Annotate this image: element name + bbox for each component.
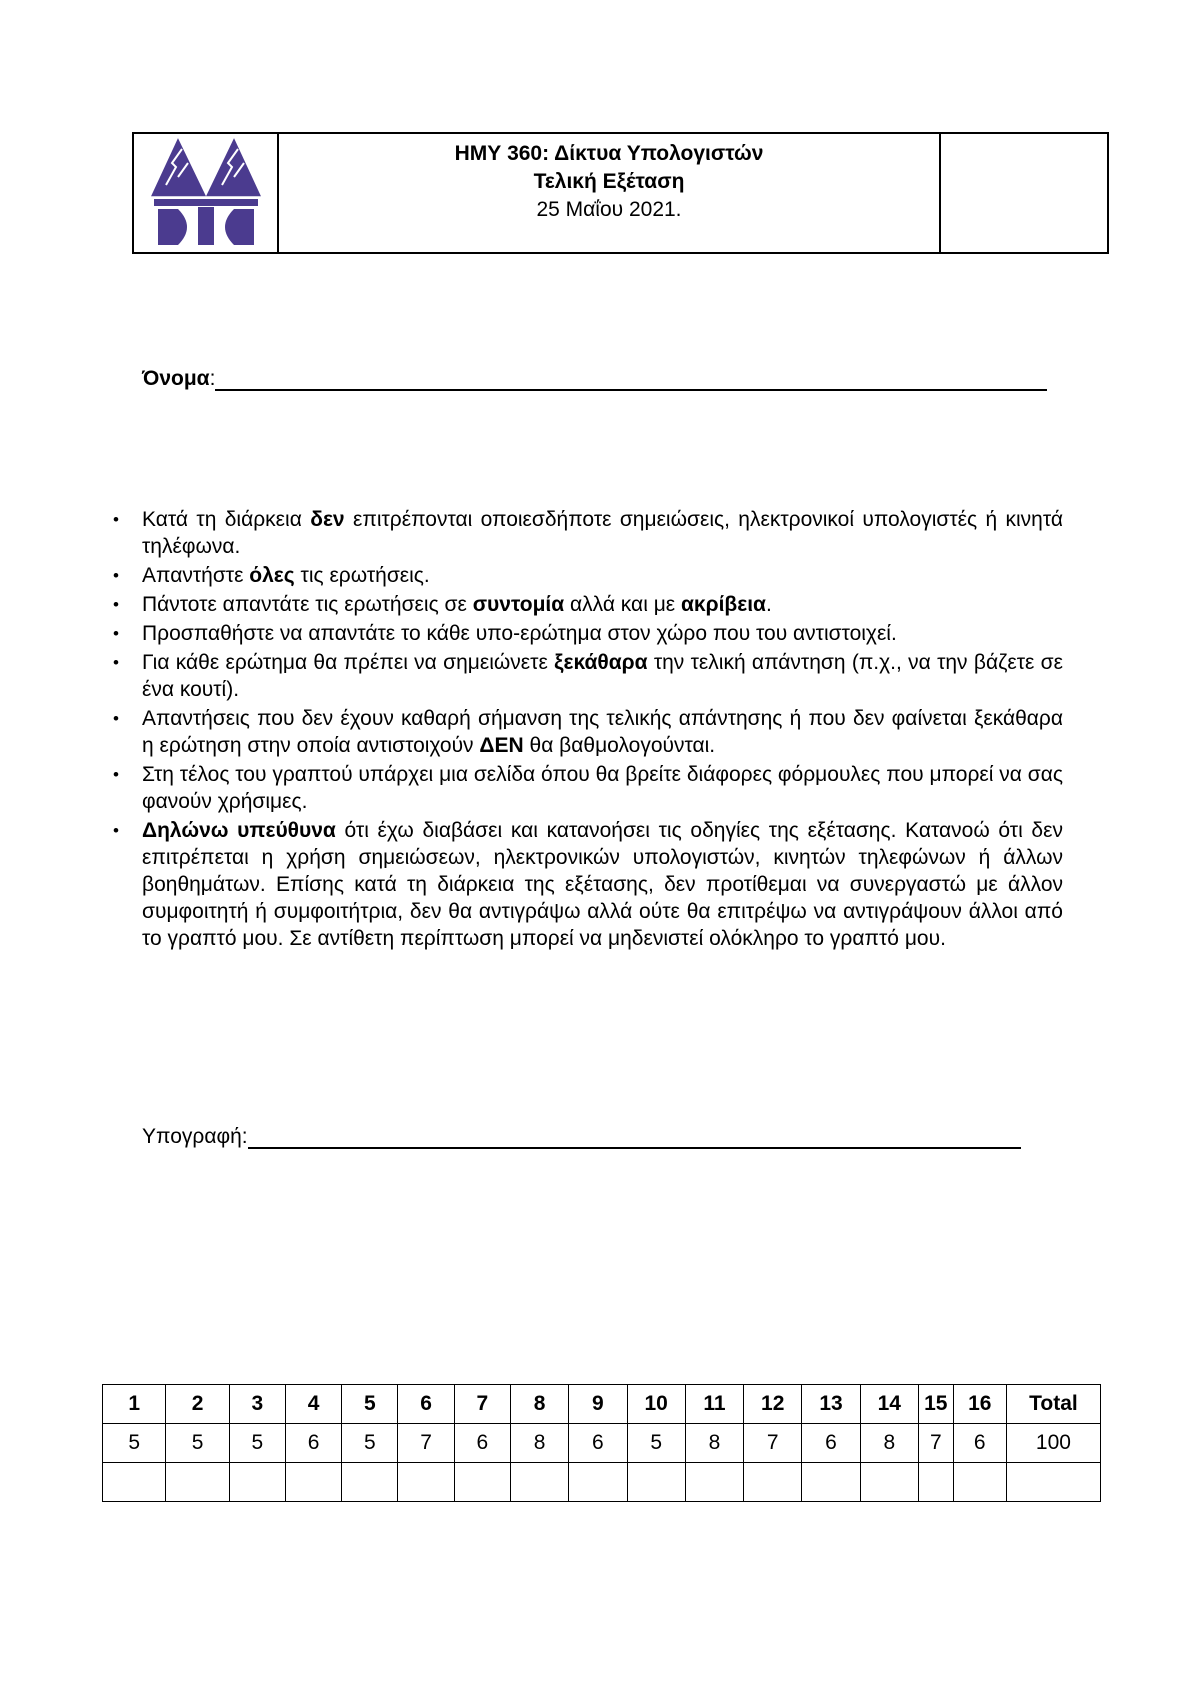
question-number-cell: 11 bbox=[685, 1385, 743, 1424]
question-number-cell: 14 bbox=[860, 1385, 918, 1424]
score-entry-cell[interactable] bbox=[103, 1463, 166, 1502]
instruction-item bbox=[113, 506, 1063, 560]
instruction-text: συντομία bbox=[472, 593, 565, 616]
instructions-list bbox=[113, 506, 1063, 954]
instruction-item bbox=[113, 817, 1063, 952]
question-number-cell: 6 bbox=[398, 1385, 454, 1424]
points-cell: 6 bbox=[802, 1424, 860, 1463]
instruction-item bbox=[113, 649, 1063, 703]
instruction-text: . bbox=[765, 593, 772, 616]
question-number-cell: Total bbox=[1006, 1385, 1100, 1424]
question-number-cell: 8 bbox=[510, 1385, 568, 1424]
question-number-cell: 2 bbox=[166, 1385, 229, 1424]
logo-cell bbox=[134, 134, 279, 252]
instruction-text: αλλά και με bbox=[564, 593, 681, 616]
instruction-text: την τελική απάντηση (π.χ., να την βάζετε σε ένα κουτί). bbox=[142, 651, 1063, 701]
points-cell: 8 bbox=[685, 1424, 743, 1463]
question-number-cell: 13 bbox=[802, 1385, 860, 1424]
name-blank-line[interactable] bbox=[215, 367, 1047, 391]
bullet-icon: • bbox=[113, 566, 119, 585]
points-cell: 7 bbox=[744, 1424, 802, 1463]
signature-blank-line[interactable] bbox=[248, 1125, 1021, 1149]
exam-type: Τελική Εξέταση bbox=[533, 170, 685, 193]
score-entry-cell[interactable] bbox=[918, 1463, 953, 1502]
score-entry-cell[interactable] bbox=[802, 1463, 860, 1502]
instruction-text: ΔΕΝ bbox=[479, 734, 524, 757]
instruction-text: ότι έχω διαβάσει και κατανοήσει τις οδηγίες της εξέτασης. Κατανοώ ότι δεν επιτρέπεται η χρήση σημειώσεων, ηλεκτρονικών υπολογιστών, κινητών τηλεφώνων ή άλλων βοηθημάτων. Επίσης κατά τη διάρκεια της εξέτασης, δεν προτίθεμαι να συνεργαστώ με άλλον συμφοιτητή ή συμφοιτήτρια, δεν θα αντιγράψω αλλά ούτε θα επιτρέψω να αντιγράψουν άλλοι από το γραπτό μου. Σε αντίθετη περίπτωση μπορεί να μηδενιστεί ολόκληρο το γραπτό μου. bbox=[142, 819, 1063, 950]
header-title-cell bbox=[279, 134, 941, 252]
score-entry-cell[interactable] bbox=[1006, 1463, 1100, 1502]
bullet-icon: • bbox=[113, 653, 119, 672]
instruction-text: τις ερωτήσεις. bbox=[294, 564, 430, 587]
instruction-item bbox=[113, 620, 1063, 647]
instruction-item bbox=[113, 591, 1063, 618]
instruction-text: Προσπαθήστε να απαντάτε το κάθε υπο-ερώτημα στον χώρο που του αντιστοιχεί. bbox=[142, 622, 897, 645]
points-cell: 5 bbox=[342, 1424, 398, 1463]
score-table bbox=[102, 1384, 1101, 1502]
points-cell: 5 bbox=[627, 1424, 685, 1463]
points-cell: 8 bbox=[510, 1424, 568, 1463]
question-number-cell: 3 bbox=[229, 1385, 285, 1424]
instruction-item bbox=[113, 761, 1063, 815]
header-empty-cell bbox=[941, 134, 1107, 252]
score-entry-cell[interactable] bbox=[229, 1463, 285, 1502]
points-cell: 5 bbox=[229, 1424, 285, 1463]
instruction-text: ακρίβεια bbox=[680, 593, 766, 616]
score-entry-cell[interactable] bbox=[166, 1463, 229, 1502]
score-row[interactable] bbox=[103, 1463, 1101, 1502]
points-cell: 6 bbox=[454, 1424, 510, 1463]
points-cell: 8 bbox=[860, 1424, 918, 1463]
bullet-icon: • bbox=[113, 624, 119, 643]
instruction-item bbox=[113, 562, 1063, 589]
bullet-icon: • bbox=[113, 821, 119, 840]
question-number-cell: 10 bbox=[627, 1385, 685, 1424]
name-field[interactable] bbox=[142, 367, 1047, 391]
signature-label: Υπογραφή: bbox=[142, 1125, 248, 1148]
score-entry-cell[interactable] bbox=[510, 1463, 568, 1502]
course-title: ΗΜΥ 360: Δίκτυα Υπολογιστών bbox=[454, 142, 764, 165]
question-number-cell: 12 bbox=[744, 1385, 802, 1424]
points-cell: 100 bbox=[1006, 1424, 1100, 1463]
points-row bbox=[103, 1424, 1101, 1463]
question-number-cell: 4 bbox=[286, 1385, 342, 1424]
score-entry-cell[interactable] bbox=[454, 1463, 510, 1502]
points-cell: 7 bbox=[398, 1424, 454, 1463]
instruction-text: Πάντοτε απαντάτε τις ερωτήσεις σε bbox=[142, 593, 473, 616]
instruction-text: όλες bbox=[249, 564, 295, 587]
question-number-cell: 5 bbox=[342, 1385, 398, 1424]
instruction-text: Κατά τη διάρκεια bbox=[142, 508, 311, 531]
instruction-text: Απαντήστε bbox=[142, 564, 250, 587]
instruction-text: θα βαθμολογούνται. bbox=[523, 734, 716, 757]
name-label: Όνομα bbox=[142, 367, 210, 390]
instruction-text: δεν bbox=[310, 508, 345, 531]
points-cell: 7 bbox=[918, 1424, 953, 1463]
question-number-cell: 7 bbox=[454, 1385, 510, 1424]
question-number-cell: 9 bbox=[569, 1385, 627, 1424]
points-cell: 6 bbox=[953, 1424, 1006, 1463]
exam-header bbox=[132, 132, 1109, 254]
bullet-icon: • bbox=[113, 595, 119, 614]
score-entry-cell[interactable] bbox=[569, 1463, 627, 1502]
name-colon: : bbox=[209, 367, 216, 390]
score-entry-cell[interactable] bbox=[744, 1463, 802, 1502]
bullet-icon: • bbox=[113, 709, 119, 728]
score-entry-cell[interactable] bbox=[685, 1463, 743, 1502]
university-logo-icon bbox=[148, 137, 264, 249]
score-entry-cell[interactable] bbox=[342, 1463, 398, 1502]
instruction-item bbox=[113, 705, 1063, 759]
bullet-icon: • bbox=[113, 765, 119, 784]
instruction-text: ξεκάθαρα bbox=[554, 651, 648, 674]
instruction-text: Για κάθε ερώτημα θα πρέπει να σημειώνετε bbox=[142, 651, 555, 674]
bullet-icon: • bbox=[113, 510, 119, 529]
instruction-text: επιτρέπονται οποιεσδήποτε σημειώσεις, ηλεκτρονικοί υπολογιστές ή κινητά τηλέφωνα. bbox=[142, 508, 1063, 558]
score-entry-cell[interactable] bbox=[398, 1463, 454, 1502]
instruction-text: Απαντήσεις που δεν έχουν καθαρή σήμανση της τελικής απάντησης ή που δεν φαίνεται ξεκάθαρα η ερώτηση στην οποία αντιστοιχούν bbox=[142, 707, 1063, 757]
instruction-text: Στη τέλος του γραπτού υπάρχει μια σελίδα όπου θα βρείτε διάφορες φόρμουλες που μπορεί να σας φανούν χρήσιμες. bbox=[142, 763, 1063, 813]
points-cell: 5 bbox=[103, 1424, 166, 1463]
score-entry-cell[interactable] bbox=[286, 1463, 342, 1502]
points-cell: 6 bbox=[286, 1424, 342, 1463]
signature-field[interactable] bbox=[142, 1125, 1021, 1149]
instruction-text: Δηλώνω υπεύθυνα bbox=[142, 819, 336, 842]
score-entry-cell[interactable] bbox=[627, 1463, 685, 1502]
question-number-cell: 16 bbox=[953, 1385, 1006, 1424]
question-number-cell: 1 bbox=[103, 1385, 166, 1424]
score-entry-cell[interactable] bbox=[860, 1463, 918, 1502]
exam-date: 25 Μαΐου 2021. bbox=[536, 198, 682, 221]
score-entry-cell[interactable] bbox=[953, 1463, 1006, 1502]
question-number-row bbox=[103, 1385, 1101, 1424]
points-cell: 5 bbox=[166, 1424, 229, 1463]
question-number-cell: 15 bbox=[918, 1385, 953, 1424]
points-cell: 6 bbox=[569, 1424, 627, 1463]
